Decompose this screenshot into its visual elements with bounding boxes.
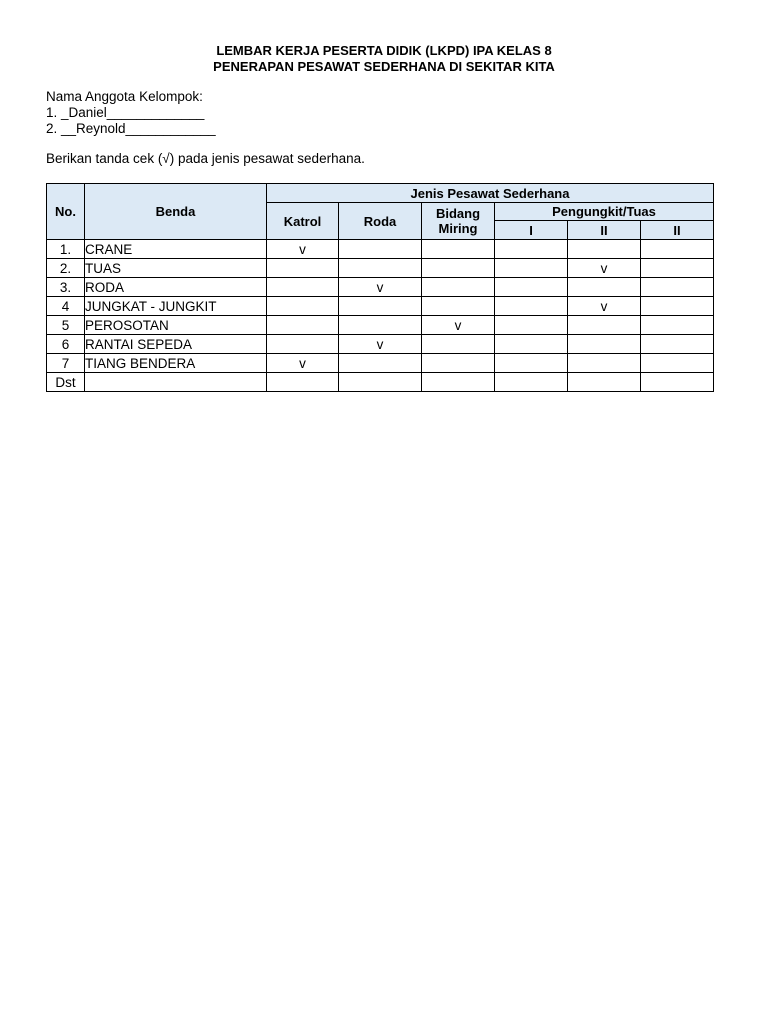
cell-no: 4 — [47, 297, 85, 316]
cell-tuas-class-1 — [495, 240, 568, 259]
table-row — [47, 278, 714, 297]
cell-no: 3. — [47, 278, 85, 297]
cell-no: 5 — [47, 316, 85, 335]
header-benda: Benda — [85, 184, 267, 240]
cell-bidang-miring — [422, 278, 495, 297]
cell-roda — [339, 259, 422, 278]
cell-no: 1. — [47, 240, 85, 259]
cell-benda — [85, 373, 267, 392]
table-row — [47, 316, 714, 335]
cell-katrol — [267, 373, 339, 392]
cell-tuas-class-1 — [495, 278, 568, 297]
cell-tuas-class-2 — [568, 316, 641, 335]
cell-tuas-class-3 — [641, 259, 714, 278]
cell-benda: TIANG BENDERA — [85, 354, 267, 373]
cell-tuas-class-3 — [641, 297, 714, 316]
cell-tuas-class-2 — [568, 354, 641, 373]
cell-katrol: v — [267, 240, 339, 259]
cell-tuas-class-3 — [641, 335, 714, 354]
cell-tuas-class-3 — [641, 354, 714, 373]
header-roda: Roda — [339, 203, 422, 240]
cell-tuas-class-2 — [568, 278, 641, 297]
cell-katrol: v — [267, 354, 339, 373]
cell-no: Dst — [47, 373, 85, 392]
cell-no: 6 — [47, 335, 85, 354]
table-row — [47, 259, 714, 278]
cell-katrol — [267, 297, 339, 316]
header-bidang-miring — [422, 203, 495, 240]
cell-bidang-miring — [422, 297, 495, 316]
table-row — [47, 335, 714, 354]
cell-tuas-class-1 — [495, 335, 568, 354]
cell-tuas-class-2: v — [568, 297, 641, 316]
cell-roda: v — [339, 278, 422, 297]
cell-katrol — [267, 278, 339, 297]
cell-benda: RANTAI SEPEDA — [85, 335, 267, 354]
header-tuas-class-3: II — [641, 221, 714, 240]
cell-benda: RODA — [85, 278, 267, 297]
cell-tuas-class-1 — [495, 373, 568, 392]
document-title-line-1: LEMBAR KERJA PESERTA DIDIK (LKPD) IPA KELAS 8 — [216, 43, 552, 58]
cell-roda — [339, 316, 422, 335]
cell-bidang-miring — [422, 259, 495, 278]
simple-machines-table — [46, 183, 714, 392]
cell-tuas-class-2 — [568, 240, 641, 259]
cell-katrol — [267, 335, 339, 354]
cell-bidang-miring — [422, 240, 495, 259]
cell-tuas-class-2 — [568, 335, 641, 354]
cell-tuas-class-1 — [495, 297, 568, 316]
members-heading: Nama Anggota Kelompok: — [46, 89, 203, 104]
instruction-text: Berikan tanda cek (√) pada jenis pesawat sederhana. — [46, 151, 365, 166]
cell-tuas-class-3 — [641, 373, 714, 392]
cell-tuas-class-1 — [495, 316, 568, 335]
cell-roda — [339, 373, 422, 392]
cell-bidang-miring — [422, 373, 495, 392]
header-katrol: Katrol — [267, 203, 339, 240]
cell-katrol — [267, 259, 339, 278]
header-tuas-class-2: II — [568, 221, 641, 240]
table-row — [47, 240, 714, 259]
cell-no: 7 — [47, 354, 85, 373]
cell-benda: JUNGKAT - JUNGKIT — [85, 297, 267, 316]
cell-benda: PEROSOTAN — [85, 316, 267, 335]
member-name-1: 1. _Daniel_____________ — [46, 105, 205, 120]
cell-no: 2. — [47, 259, 85, 278]
cell-benda: CRANE — [85, 240, 267, 259]
cell-roda: v — [339, 335, 422, 354]
header-tuas-class-1: I — [495, 221, 568, 240]
cell-katrol — [267, 316, 339, 335]
cell-tuas-class-3 — [641, 278, 714, 297]
table-row — [47, 373, 714, 392]
header-bidang-miring-line-1: Bidang — [435, 206, 481, 221]
cell-bidang-miring — [422, 354, 495, 373]
table-body — [47, 240, 714, 392]
cell-tuas-class-2: v — [568, 259, 641, 278]
cell-roda — [339, 240, 422, 259]
cell-tuas-class-1 — [495, 259, 568, 278]
header-pengungkit-tuas: Pengungkit/Tuas — [495, 203, 714, 221]
cell-tuas-class-3 — [641, 316, 714, 335]
table-row — [47, 354, 714, 373]
cell-tuas-class-3 — [641, 240, 714, 259]
cell-bidang-miring: v — [422, 316, 495, 335]
document-title-line-2: PENERAPAN PESAWAT SEDERHANA DI SEKITAR KITA — [213, 59, 555, 74]
header-bidang-miring-line-2: Miring — [438, 221, 478, 236]
cell-roda — [339, 297, 422, 316]
cell-bidang-miring — [422, 335, 495, 354]
cell-tuas-class-2 — [568, 373, 641, 392]
cell-tuas-class-1 — [495, 354, 568, 373]
cell-roda — [339, 354, 422, 373]
table-row — [47, 297, 714, 316]
header-jenis-pesawat-sederhana: Jenis Pesawat Sederhana — [267, 184, 714, 203]
member-name-2: 2. __Reynold____________ — [46, 121, 216, 136]
cell-benda: TUAS — [85, 259, 267, 278]
header-no: No. — [47, 184, 85, 240]
